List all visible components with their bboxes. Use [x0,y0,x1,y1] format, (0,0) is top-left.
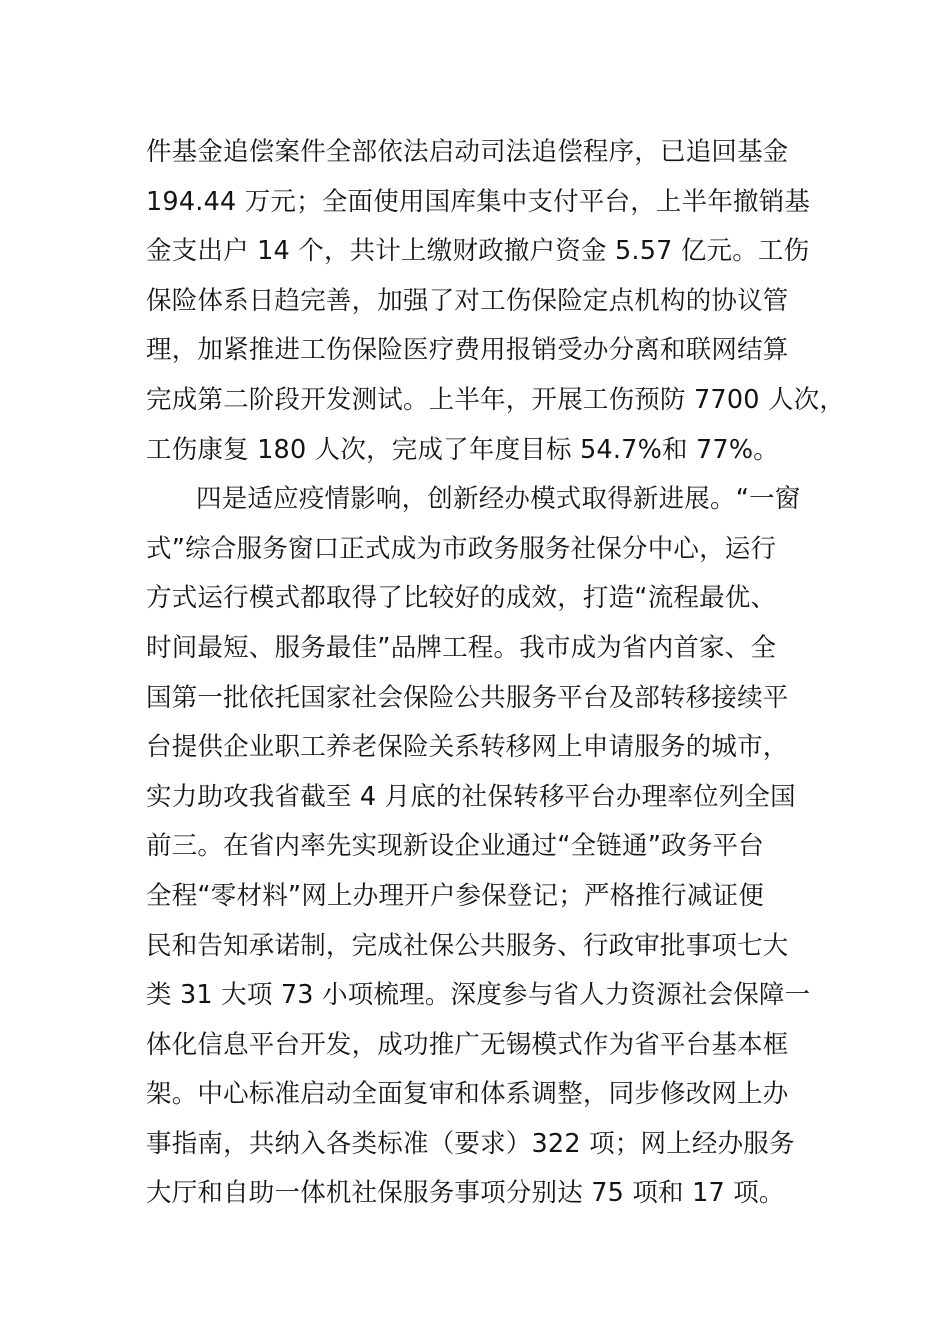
body-text [146,128,846,1219]
text-line: 式”综合服务窗口正式成为市政务服务社保分中心，运行 [146,533,777,564]
text-line: 大厅和自助一体机社保服务事项分别达 75 项和 17 项。 [146,1178,785,1209]
text-line: 时间最短、服务最佳”品牌工程。我市成为省内首家、全 [146,632,777,663]
text-line: 事指南，共纳入各类标准（要求）322 项；网上经办服务 [146,1128,795,1159]
paragraph-work-injury-fund [146,128,846,475]
text-line: 理，加紧推进工伤保险医疗费用报销受办分离和联网结算 [146,335,789,366]
text-line: 完成第二阶段开发测试。上半年，开展工伤预防 7700 人次， [146,384,846,415]
text-line: 方式运行模式都取得了比较好的成效，打造“流程最优、 [146,583,777,614]
text-line: 件基金追偿案件全部依法启动司法追偿程序，已追回基金 [146,137,789,167]
text-line: 四是适应疫情影响，创新经办模式取得新进展。“一窗 [196,484,801,515]
text-line: 国第一批依托国家社会保险公共服务平台及部转移接续平 [146,682,789,713]
text-line: 工伤康复 180 人次，完成了年度目标 54.7%和 77%。 [146,434,779,465]
text-line: 全程“零材料”网上办理开户参保登记；严格推行减证便 [146,880,764,911]
text-line: 架。中心标准启动全面复审和体系调整，同步修改网上办 [146,1079,789,1110]
paragraph-service-model [146,475,846,1219]
text-line: 体化信息平台开发，成功推广无锡模式作为省平台基本框 [146,1029,789,1060]
text-line: 台提供企业职工养老保险关系转移网上申请服务的城市， [146,732,789,763]
text-line: 类 31 大项 73 小项梳理。深度参与省人力资源社会保障一 [146,980,811,1011]
text-line: 保险体系日趋完善，加强了对工伤保险定点机构的协议管 [146,285,789,316]
text-line: 金支出户 14 个，共计上缴财政撤户资金 5.57 亿元。工伤 [146,236,810,267]
text-line: 前三。在省内率先实现新设企业通过“全链通”政务平台 [146,831,764,862]
text-line: 实力助攻我省截至 4 月底的社保转移平台办理率位列全国 [146,781,796,812]
text-line: 194.44 万元；全面使用国库集中支付平台，上半年撤销基 [146,186,811,217]
text-line: 民和告知承诺制，完成社保公共服务、行政审批事项七大 [146,930,789,961]
